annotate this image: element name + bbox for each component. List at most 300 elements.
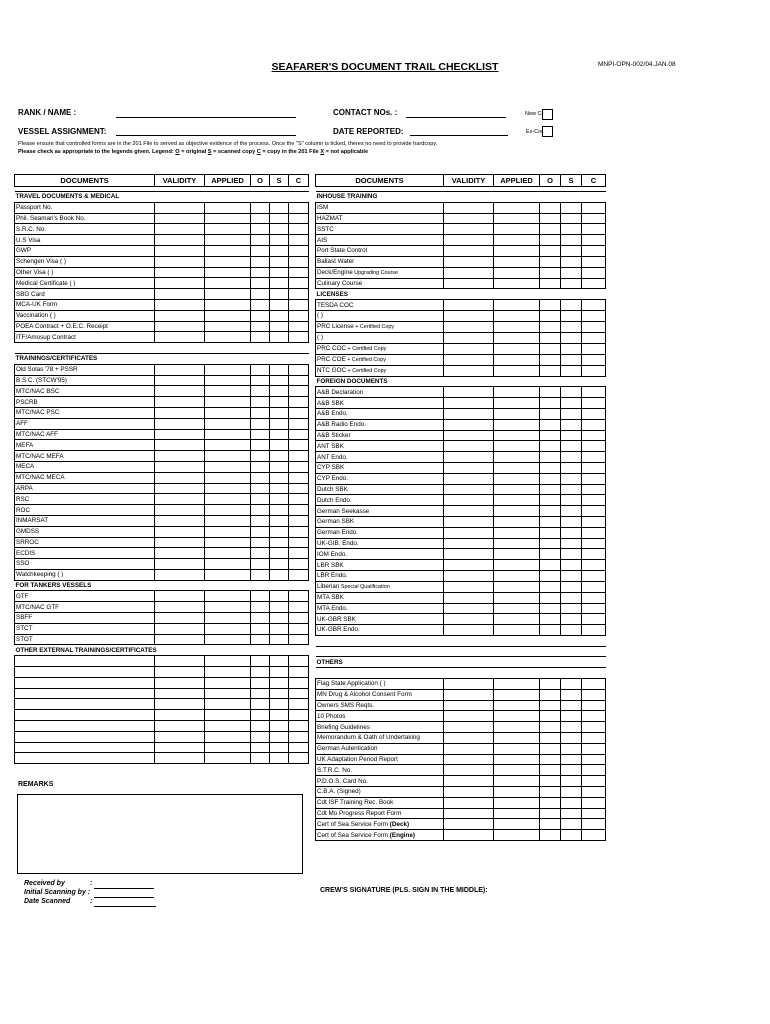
copy-checkbox[interactable] (582, 527, 606, 538)
scanned-checkbox[interactable] (561, 614, 582, 625)
copy-checkbox[interactable] (582, 408, 606, 419)
applied-cell[interactable] (205, 224, 251, 235)
applied-cell[interactable] (205, 753, 251, 764)
original-checkbox[interactable] (540, 808, 561, 819)
original-checkbox[interactable] (251, 667, 270, 678)
validity-cell[interactable] (444, 473, 494, 484)
applied-cell[interactable] (205, 699, 251, 710)
copy-checkbox[interactable] (582, 830, 606, 841)
original-checkbox[interactable] (540, 202, 561, 213)
validity-cell[interactable] (444, 430, 494, 441)
copy-checkbox[interactable] (582, 549, 606, 560)
original-checkbox[interactable] (540, 765, 561, 776)
validity-cell[interactable] (155, 721, 205, 732)
applied-cell[interactable] (205, 267, 251, 278)
new-crew-checkbox[interactable] (542, 109, 553, 120)
applied-cell[interactable] (205, 526, 251, 537)
applied-cell[interactable] (494, 819, 540, 830)
applied-cell[interactable] (205, 440, 251, 451)
validity-cell[interactable] (444, 202, 494, 213)
original-checkbox[interactable] (540, 473, 561, 484)
copy-checkbox[interactable] (582, 506, 606, 517)
original-checkbox[interactable] (251, 213, 270, 224)
validity-cell[interactable] (444, 354, 494, 365)
copy-checkbox[interactable] (289, 537, 309, 548)
scanned-checkbox[interactable] (270, 321, 289, 332)
original-checkbox[interactable] (251, 407, 270, 418)
scanned-checkbox[interactable] (270, 267, 289, 278)
original-checkbox[interactable] (540, 743, 561, 754)
original-checkbox[interactable] (251, 461, 270, 472)
applied-cell[interactable] (205, 418, 251, 429)
applied-cell[interactable] (494, 387, 540, 398)
original-checkbox[interactable] (540, 419, 561, 430)
applied-cell[interactable] (494, 787, 540, 798)
scanned-checkbox[interactable] (270, 505, 289, 516)
scanned-checkbox[interactable] (270, 472, 289, 483)
scanned-checkbox[interactable] (561, 256, 582, 267)
scanned-checkbox[interactable] (561, 538, 582, 549)
applied-cell[interactable] (494, 398, 540, 409)
original-checkbox[interactable] (540, 387, 561, 398)
applied-cell[interactable] (205, 559, 251, 570)
validity-cell[interactable] (155, 753, 205, 764)
applied-cell[interactable] (494, 625, 540, 636)
scanned-checkbox[interactable] (561, 224, 582, 235)
validity-cell[interactable] (444, 452, 494, 463)
scanned-checkbox[interactable] (270, 537, 289, 548)
copy-checkbox[interactable] (289, 753, 309, 764)
applied-cell[interactable] (205, 235, 251, 246)
validity-cell[interactable] (155, 688, 205, 699)
scanned-checkbox[interactable] (561, 570, 582, 581)
scanned-checkbox[interactable] (270, 559, 289, 570)
applied-cell[interactable] (205, 310, 251, 321)
copy-checkbox[interactable] (289, 332, 309, 343)
applied-cell[interactable] (205, 688, 251, 699)
scanned-checkbox[interactable] (561, 213, 582, 224)
validity-cell[interactable] (155, 731, 205, 742)
applied-cell[interactable] (494, 310, 540, 321)
applied-cell[interactable] (205, 213, 251, 224)
scanned-checkbox[interactable] (561, 495, 582, 506)
scanned-checkbox[interactable] (561, 711, 582, 722)
copy-checkbox[interactable] (289, 505, 309, 516)
copy-checkbox[interactable] (582, 516, 606, 527)
copy-checkbox[interactable] (289, 202, 309, 213)
validity-cell[interactable] (155, 602, 205, 613)
applied-cell[interactable] (205, 656, 251, 667)
original-checkbox[interactable] (540, 570, 561, 581)
scanned-checkbox[interactable] (561, 776, 582, 787)
original-checkbox[interactable] (251, 537, 270, 548)
scanned-checkbox[interactable] (270, 731, 289, 742)
copy-checkbox[interactable] (582, 797, 606, 808)
copy-checkbox[interactable] (289, 278, 309, 289)
original-checkbox[interactable] (540, 689, 561, 700)
copy-checkbox[interactable] (289, 731, 309, 742)
validity-cell[interactable] (155, 742, 205, 753)
copy-checkbox[interactable] (289, 451, 309, 462)
copy-checkbox[interactable] (582, 267, 606, 278)
original-checkbox[interactable] (540, 733, 561, 744)
original-checkbox[interactable] (251, 569, 270, 580)
applied-cell[interactable] (494, 614, 540, 625)
original-checkbox[interactable] (251, 245, 270, 256)
validity-cell[interactable] (444, 787, 494, 798)
applied-cell[interactable] (494, 332, 540, 343)
copy-checkbox[interactable] (582, 625, 606, 636)
validity-cell[interactable] (155, 202, 205, 213)
scanned-checkbox[interactable] (561, 267, 582, 278)
scanned-checkbox[interactable] (270, 613, 289, 624)
original-checkbox[interactable] (251, 386, 270, 397)
copy-checkbox[interactable] (582, 819, 606, 830)
original-checkbox[interactable] (540, 603, 561, 614)
copy-checkbox[interactable] (289, 688, 309, 699)
original-checkbox[interactable] (251, 267, 270, 278)
scanned-checkbox[interactable] (270, 515, 289, 526)
validity-cell[interactable] (444, 278, 494, 289)
copy-checkbox[interactable] (582, 321, 606, 332)
original-checkbox[interactable] (251, 321, 270, 332)
original-checkbox[interactable] (251, 397, 270, 408)
copy-checkbox[interactable] (582, 538, 606, 549)
validity-cell[interactable] (155, 386, 205, 397)
copy-checkbox[interactable] (582, 387, 606, 398)
applied-cell[interactable] (205, 472, 251, 483)
scanned-checkbox[interactable] (561, 462, 582, 473)
copy-checkbox[interactable] (289, 591, 309, 602)
applied-cell[interactable] (494, 235, 540, 246)
applied-cell[interactable] (494, 278, 540, 289)
scanned-checkbox[interactable] (270, 526, 289, 537)
original-checkbox[interactable] (540, 538, 561, 549)
scanned-checkbox[interactable] (270, 235, 289, 246)
validity-cell[interactable] (444, 245, 494, 256)
validity-cell[interactable] (444, 733, 494, 744)
validity-cell[interactable] (155, 256, 205, 267)
original-checkbox[interactable] (540, 495, 561, 506)
scanned-checkbox[interactable] (561, 700, 582, 711)
copy-checkbox[interactable] (582, 722, 606, 733)
validity-cell[interactable] (155, 440, 205, 451)
applied-cell[interactable] (205, 364, 251, 375)
original-checkbox[interactable] (251, 515, 270, 526)
applied-cell[interactable] (494, 743, 540, 754)
copy-checkbox[interactable] (582, 765, 606, 776)
received-by-field[interactable] (94, 888, 154, 889)
original-checkbox[interactable] (251, 332, 270, 343)
original-checkbox[interactable] (251, 451, 270, 462)
applied-cell[interactable] (494, 765, 540, 776)
original-checkbox[interactable] (251, 656, 270, 667)
original-checkbox[interactable] (540, 614, 561, 625)
applied-cell[interactable] (205, 397, 251, 408)
original-checkbox[interactable] (540, 776, 561, 787)
applied-cell[interactable] (205, 591, 251, 602)
applied-cell[interactable] (494, 224, 540, 235)
validity-cell[interactable] (155, 699, 205, 710)
rank-name-field[interactable] (116, 117, 296, 118)
scanned-checkbox[interactable] (561, 484, 582, 495)
original-checkbox[interactable] (251, 526, 270, 537)
validity-cell[interactable] (444, 549, 494, 560)
original-checkbox[interactable] (540, 797, 561, 808)
copy-checkbox[interactable] (582, 733, 606, 744)
copy-checkbox[interactable] (582, 354, 606, 365)
scanned-checkbox[interactable] (561, 245, 582, 256)
validity-cell[interactable] (444, 592, 494, 603)
copy-checkbox[interactable] (289, 364, 309, 375)
validity-cell[interactable] (444, 603, 494, 614)
original-checkbox[interactable] (540, 300, 561, 311)
scanned-checkbox[interactable] (270, 677, 289, 688)
applied-cell[interactable] (205, 667, 251, 678)
copy-checkbox[interactable] (289, 494, 309, 505)
validity-cell[interactable] (155, 548, 205, 559)
applied-cell[interactable] (494, 700, 540, 711)
copy-checkbox[interactable] (289, 407, 309, 418)
original-checkbox[interactable] (540, 213, 561, 224)
applied-cell[interactable] (494, 419, 540, 430)
validity-cell[interactable] (155, 289, 205, 300)
validity-cell[interactable] (444, 830, 494, 841)
scanned-checkbox[interactable] (270, 440, 289, 451)
original-checkbox[interactable] (251, 548, 270, 559)
scanned-checkbox[interactable] (270, 278, 289, 289)
original-checkbox[interactable] (540, 516, 561, 527)
original-checkbox[interactable] (540, 462, 561, 473)
scanned-checkbox[interactable] (561, 300, 582, 311)
copy-checkbox[interactable] (582, 452, 606, 463)
applied-cell[interactable] (494, 808, 540, 819)
scanned-checkbox[interactable] (270, 569, 289, 580)
original-checkbox[interactable] (540, 581, 561, 592)
scanned-checkbox[interactable] (561, 603, 582, 614)
original-checkbox[interactable] (251, 623, 270, 634)
scanned-checkbox[interactable] (561, 419, 582, 430)
scanned-checkbox[interactable] (270, 224, 289, 235)
applied-cell[interactable] (494, 452, 540, 463)
copy-checkbox[interactable] (289, 429, 309, 440)
copy-checkbox[interactable] (582, 462, 606, 473)
scanned-checkbox[interactable] (270, 256, 289, 267)
applied-cell[interactable] (494, 776, 540, 787)
applied-cell[interactable] (494, 516, 540, 527)
original-checkbox[interactable] (251, 634, 270, 645)
copy-checkbox[interactable] (582, 560, 606, 571)
original-checkbox[interactable] (540, 235, 561, 246)
original-checkbox[interactable] (251, 559, 270, 570)
applied-cell[interactable] (205, 623, 251, 634)
original-checkbox[interactable] (251, 440, 270, 451)
applied-cell[interactable] (494, 689, 540, 700)
original-checkbox[interactable] (251, 721, 270, 732)
validity-cell[interactable] (444, 743, 494, 754)
validity-cell[interactable] (444, 819, 494, 830)
copy-checkbox[interactable] (289, 548, 309, 559)
date-scanned-field[interactable] (94, 906, 156, 907)
copy-checkbox[interactable] (582, 343, 606, 354)
applied-cell[interactable] (494, 549, 540, 560)
scanned-checkbox[interactable] (561, 310, 582, 321)
validity-cell[interactable] (444, 527, 494, 538)
validity-cell[interactable] (155, 494, 205, 505)
original-checkbox[interactable] (540, 711, 561, 722)
validity-cell[interactable] (444, 213, 494, 224)
applied-cell[interactable] (205, 256, 251, 267)
copy-checkbox[interactable] (582, 245, 606, 256)
validity-cell[interactable] (155, 472, 205, 483)
applied-cell[interactable] (494, 603, 540, 614)
applied-cell[interactable] (494, 300, 540, 311)
applied-cell[interactable] (205, 299, 251, 310)
copy-checkbox[interactable] (289, 321, 309, 332)
original-checkbox[interactable] (251, 235, 270, 246)
validity-cell[interactable] (444, 224, 494, 235)
applied-cell[interactable] (205, 202, 251, 213)
copy-checkbox[interactable] (582, 441, 606, 452)
validity-cell[interactable] (444, 408, 494, 419)
validity-cell[interactable] (444, 387, 494, 398)
copy-checkbox[interactable] (582, 570, 606, 581)
copy-checkbox[interactable] (289, 602, 309, 613)
original-checkbox[interactable] (251, 202, 270, 213)
copy-checkbox[interactable] (289, 483, 309, 494)
copy-checkbox[interactable] (289, 375, 309, 386)
validity-cell[interactable] (155, 451, 205, 462)
copy-checkbox[interactable] (582, 603, 606, 614)
validity-cell[interactable] (155, 537, 205, 548)
original-checkbox[interactable] (540, 830, 561, 841)
validity-cell[interactable] (444, 808, 494, 819)
original-checkbox[interactable] (540, 321, 561, 332)
validity-cell[interactable] (155, 332, 205, 343)
validity-cell[interactable] (444, 321, 494, 332)
applied-cell[interactable] (205, 548, 251, 559)
copy-checkbox[interactable] (582, 235, 606, 246)
original-checkbox[interactable] (540, 549, 561, 560)
copy-checkbox[interactable] (582, 808, 606, 819)
scanned-checkbox[interactable] (561, 743, 582, 754)
copy-checkbox[interactable] (289, 235, 309, 246)
validity-cell[interactable] (155, 710, 205, 721)
scanned-checkbox[interactable] (561, 592, 582, 603)
validity-cell[interactable] (444, 538, 494, 549)
scanned-checkbox[interactable] (561, 797, 582, 808)
original-checkbox[interactable] (540, 527, 561, 538)
applied-cell[interactable] (494, 830, 540, 841)
original-checkbox[interactable] (251, 472, 270, 483)
copy-checkbox[interactable] (582, 332, 606, 343)
applied-cell[interactable] (494, 722, 540, 733)
validity-cell[interactable] (444, 332, 494, 343)
applied-cell[interactable] (494, 343, 540, 354)
scanned-checkbox[interactable] (561, 679, 582, 690)
copy-checkbox[interactable] (289, 224, 309, 235)
original-checkbox[interactable] (251, 256, 270, 267)
copy-checkbox[interactable] (582, 213, 606, 224)
validity-cell[interactable] (155, 461, 205, 472)
validity-cell[interactable] (155, 656, 205, 667)
original-checkbox[interactable] (540, 787, 561, 798)
scanned-checkbox[interactable] (561, 830, 582, 841)
scanned-checkbox[interactable] (270, 721, 289, 732)
applied-cell[interactable] (494, 581, 540, 592)
scanned-checkbox[interactable] (561, 819, 582, 830)
validity-cell[interactable] (444, 679, 494, 690)
original-checkbox[interactable] (251, 364, 270, 375)
scanned-checkbox[interactable] (270, 375, 289, 386)
copy-checkbox[interactable] (582, 473, 606, 484)
applied-cell[interactable] (494, 430, 540, 441)
scanned-checkbox[interactable] (270, 310, 289, 321)
applied-cell[interactable] (494, 441, 540, 452)
validity-cell[interactable] (444, 506, 494, 517)
applied-cell[interactable] (494, 473, 540, 484)
original-checkbox[interactable] (540, 700, 561, 711)
validity-cell[interactable] (444, 754, 494, 765)
copy-checkbox[interactable] (289, 721, 309, 732)
copy-checkbox[interactable] (582, 700, 606, 711)
initial-scanning-field[interactable] (94, 897, 154, 898)
copy-checkbox[interactable] (582, 310, 606, 321)
validity-cell[interactable] (155, 321, 205, 332)
scanned-checkbox[interactable] (561, 473, 582, 484)
copy-checkbox[interactable] (289, 667, 309, 678)
applied-cell[interactable] (205, 461, 251, 472)
validity-cell[interactable] (444, 267, 494, 278)
copy-checkbox[interactable] (289, 677, 309, 688)
copy-checkbox[interactable] (582, 581, 606, 592)
original-checkbox[interactable] (540, 408, 561, 419)
original-checkbox[interactable] (251, 613, 270, 624)
scanned-checkbox[interactable] (561, 787, 582, 798)
original-checkbox[interactable] (251, 688, 270, 699)
applied-cell[interactable] (494, 506, 540, 517)
applied-cell[interactable] (205, 429, 251, 440)
applied-cell[interactable] (205, 677, 251, 688)
copy-checkbox[interactable] (289, 267, 309, 278)
applied-cell[interactable] (205, 451, 251, 462)
validity-cell[interactable] (155, 559, 205, 570)
applied-cell[interactable] (494, 256, 540, 267)
scanned-checkbox[interactable] (561, 321, 582, 332)
original-checkbox[interactable] (251, 483, 270, 494)
validity-cell[interactable] (155, 364, 205, 375)
validity-cell[interactable] (155, 569, 205, 580)
scanned-checkbox[interactable] (270, 699, 289, 710)
scanned-checkbox[interactable] (270, 451, 289, 462)
original-checkbox[interactable] (251, 753, 270, 764)
applied-cell[interactable] (494, 538, 540, 549)
copy-checkbox[interactable] (289, 699, 309, 710)
applied-cell[interactable] (494, 484, 540, 495)
scanned-checkbox[interactable] (270, 332, 289, 343)
scanned-checkbox[interactable] (561, 398, 582, 409)
scanned-checkbox[interactable] (561, 452, 582, 463)
validity-cell[interactable] (155, 278, 205, 289)
original-checkbox[interactable] (251, 418, 270, 429)
applied-cell[interactable] (205, 602, 251, 613)
validity-cell[interactable] (444, 441, 494, 452)
scanned-checkbox[interactable] (270, 202, 289, 213)
original-checkbox[interactable] (251, 289, 270, 300)
original-checkbox[interactable] (540, 754, 561, 765)
validity-cell[interactable] (444, 722, 494, 733)
applied-cell[interactable] (494, 711, 540, 722)
